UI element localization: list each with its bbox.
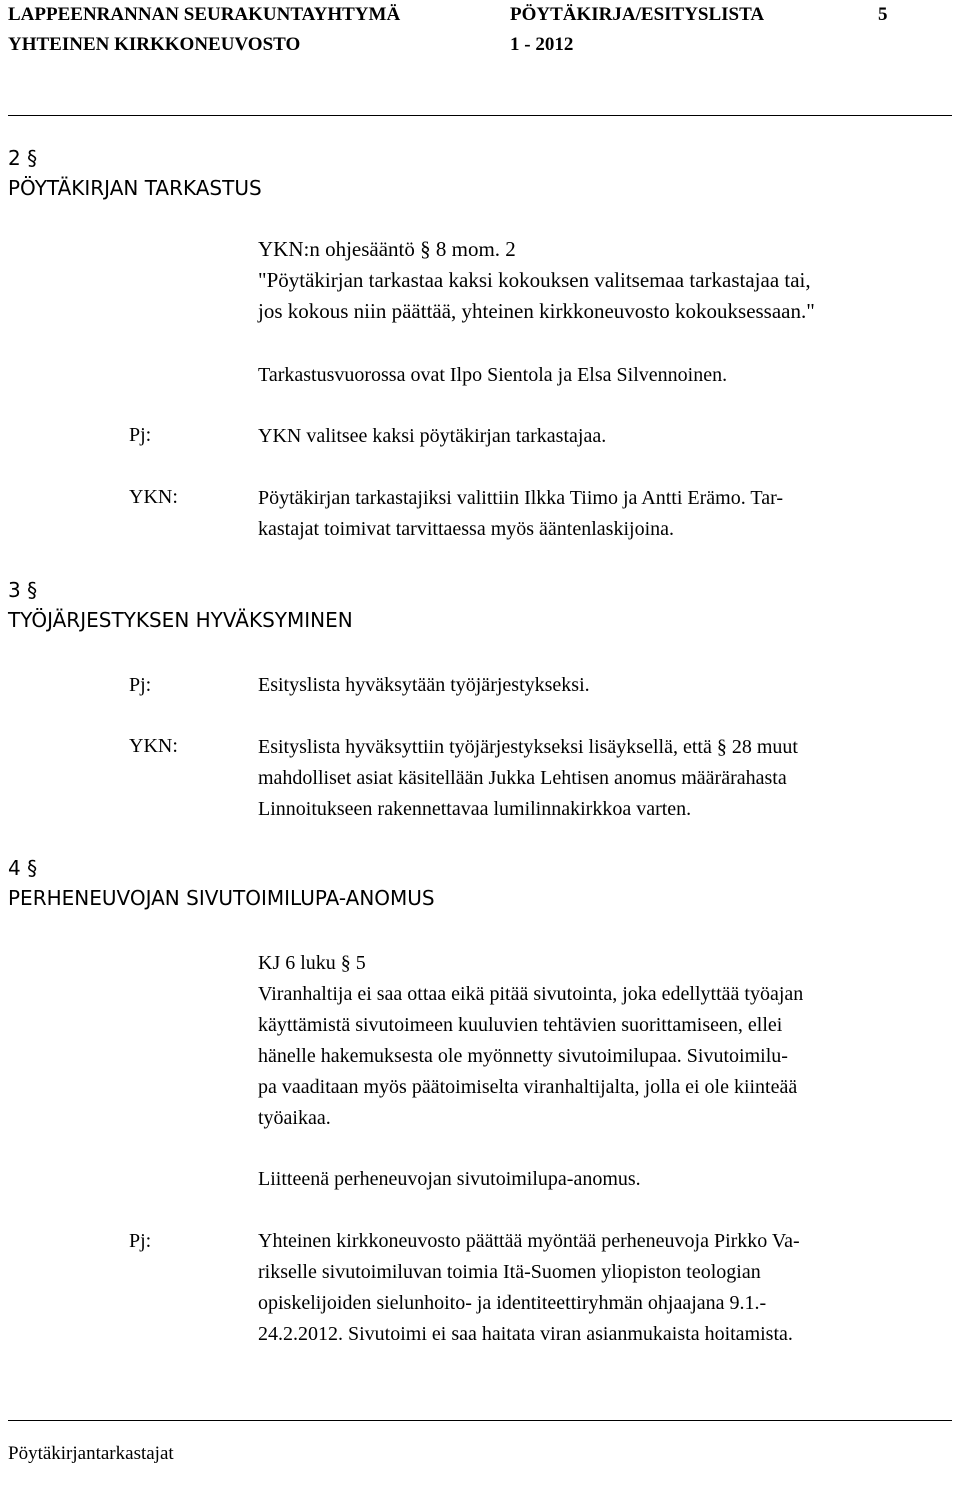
- section-3-title: TYÖJÄRJESTYKSEN HYVÄKSYMINEN: [8, 608, 353, 632]
- section-4-title: PERHENEUVOJAN SIVUTOIMILUPA-ANOMUS: [8, 886, 435, 910]
- footer-label: Pöytäkirjantarkastajat: [8, 1443, 174, 1464]
- section-2-quote-line-2: jos kokous niin päättää, yhteinen kirkkoneuvosto kokouksessaan.": [258, 299, 815, 323]
- header-rule: [8, 115, 952, 116]
- section-4-law-line-3: hänelle hakemuksesta ole myönnetty sivutoimilupaa. Sivutoimilu-: [258, 1045, 788, 1067]
- header-page-number: 5: [878, 4, 888, 25]
- section-4-pj-line-3: opiskelijoiden sielunhoito- ja identiteettiryhmän ohjaajana 9.1.-: [258, 1292, 767, 1314]
- section-3-ykn-line-2: mahdolliset asiat käsitellään Jukka Lehtisen anomus määrärahasta: [258, 767, 787, 789]
- section-2-ykn-line-1: Pöytäkirjan tarkastajiksi valittiin Ilkka Tiimo ja Antti Erämo. Tar-: [258, 487, 783, 509]
- header-doc-type: PÖYTÄKIRJA/ESITYSLISTA: [510, 4, 765, 25]
- section-4-law-line-2: käyttämistä sivutoimeen kuuluvien tehtävien suorittamiseen, ellei: [258, 1014, 783, 1036]
- header-doc-number: 1 - 2012: [510, 34, 574, 55]
- section-3-ykn-line-1: Esityslista hyväksyttiin työjärjestykseksi lisäyksellä, että § 28 muut: [258, 736, 798, 758]
- section-3-ykn-text: [258, 732, 948, 825]
- header-org-line2: YHTEINEN KIRKKONEUVOSTO: [8, 34, 301, 55]
- section-2-note: Tarkastusvuorossa ovat Ilpo Sientola ja Elsa Silvennoinen.: [258, 364, 728, 386]
- section-3-ykn-line-3: Linnoitukseen rakennettavaa lumilinnakirkkoa varten.: [258, 798, 692, 820]
- header-org-line1: LAPPEENRANNAN SEURAKUNTAYHTYMÄ: [8, 4, 401, 25]
- footer-rule: [8, 1420, 952, 1421]
- section-2-ykn-label: YKN:: [129, 486, 178, 508]
- section-4-pj-text: [258, 1226, 948, 1350]
- section-4-pj-line-1: Yhteinen kirkkoneuvosto päättää myöntää perheneuvoja Pirkko Va-: [258, 1230, 800, 1252]
- section-4-law-line-5: työaikaa.: [258, 1107, 331, 1129]
- section-2-pj-label: Pj:: [129, 424, 152, 446]
- section-4-law-ref: KJ 6 luku § 5: [258, 952, 366, 974]
- section-2-quote-line-1: "Pöytäkirjan tarkastaa kaksi kokouksen valitsemaa tarkastajaa tai,: [258, 268, 811, 292]
- section-4-attachment: Liitteenä perheneuvojan sivutoimilupa-anomus.: [258, 1168, 641, 1190]
- section-4-number: 4 §: [8, 856, 38, 880]
- section-4-pj-label: Pj:: [129, 1230, 152, 1252]
- section-2-ykn-line-2: kastajat toimivat tarvittaessa myös ääntenlaskijoina.: [258, 518, 674, 540]
- section-2-title: PÖYTÄKIRJAN TARKASTUS: [8, 176, 262, 200]
- section-4-pj-line-2: rikselle sivutoimiluvan toimia Itä-Suomen yliopiston teologian: [258, 1261, 761, 1283]
- section-2-number: 2 §: [8, 146, 38, 170]
- section-4-law-text: [258, 948, 948, 1134]
- section-3-pj-text: Esityslista hyväksytään työjärjestykseksi.: [258, 674, 590, 696]
- section-3-ykn-label: YKN:: [129, 735, 178, 757]
- section-3-number: 3 §: [8, 578, 38, 602]
- section-4-pj-line-4: 24.2.2012. Sivutoimi ei saa haitata viran asianmukaista hoitamista.: [258, 1323, 793, 1345]
- section-4-law-line-1: Viranhaltija ei saa ottaa eikä pitää sivutointa, joka edellyttää työajan: [258, 983, 804, 1005]
- section-2-pj-text: YKN valitsee kaksi pöytäkirjan tarkastajaa.: [258, 425, 607, 447]
- section-2-ykn-text: [258, 483, 948, 545]
- section-4-law-line-4: pa vaaditaan myös päätoimiselta viranhaltijalta, jolla ei ole kiinteää: [258, 1076, 798, 1098]
- section-3-pj-label: Pj:: [129, 674, 152, 696]
- section-2-rule-ref: YKN:n ohjesääntö § 8 mom. 2: [258, 237, 516, 261]
